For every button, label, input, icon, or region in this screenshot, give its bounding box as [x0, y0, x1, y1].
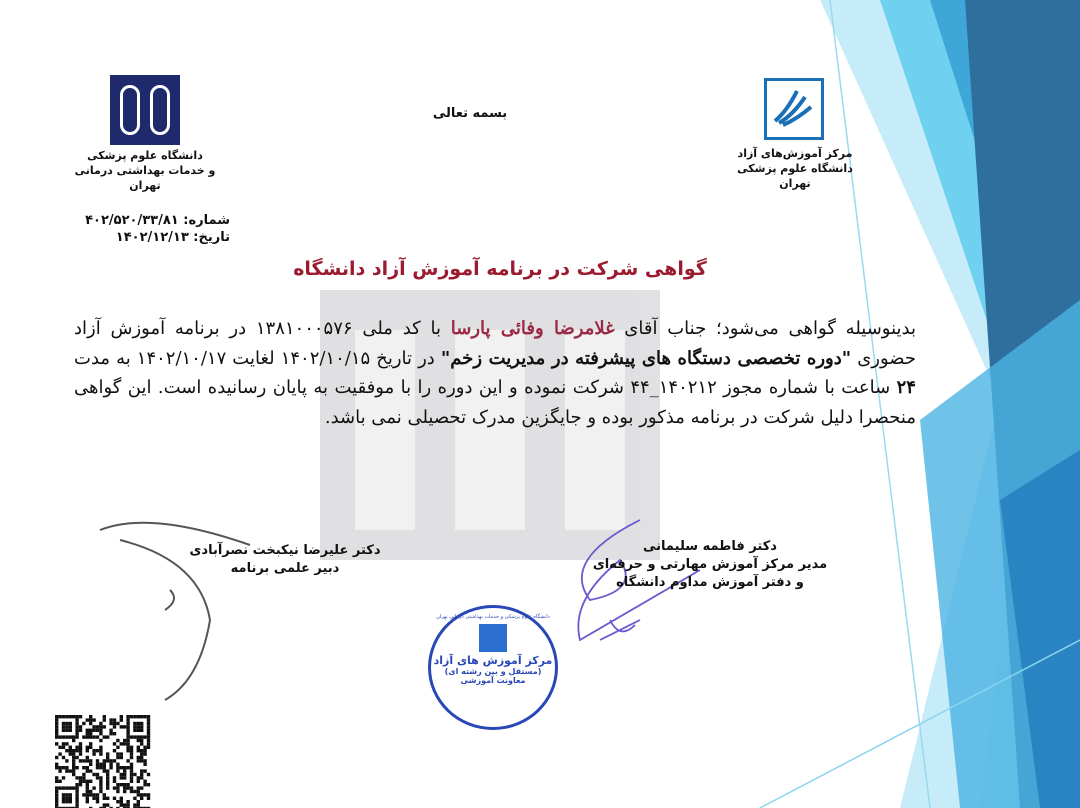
center-name-line2: دانشگاه علوم پزشکی تهران	[737, 162, 853, 190]
document-date: تاریخ: ۱۴۰۲/۱۲/۱۳	[115, 230, 230, 245]
signer-name: دکتر فاطمه سلیمانی	[643, 539, 777, 554]
signature-block-left	[170, 542, 400, 578]
signer-role: دبیر علمی برنامه	[230, 561, 340, 576]
signature-block-right	[580, 538, 840, 592]
university-name-line2: و خدمات بهداشتی درمانی تهران	[74, 164, 216, 192]
signer-name: دکتر علیرضا نیکبخت نصرآبادی	[189, 543, 381, 558]
signer-role: مدیر مرکز آموزش مهارتی و حرفه‌ای	[592, 557, 828, 572]
center-name-line1: مرکز آموزش‌های آزاد	[737, 147, 853, 160]
course-hours: ۲۴	[896, 377, 916, 398]
document-number: شماره: ۴۰۲/۵۲۰/۳۳/۸۱	[85, 213, 230, 228]
document-meta	[70, 212, 230, 246]
stamp-logo	[479, 624, 507, 652]
university-name	[60, 148, 230, 193]
center-name	[720, 146, 870, 191]
qr-code	[55, 715, 150, 808]
certificate-body: بدینوسیله گواهی می‌شود؛ جناب آقای غلامرضا وفائی پارسا با کد ملی ۱۳۸۱۰۰۰۵۷۶ در برنامه آموزش آزاد حضوری "دوره تخصصی دستگاه های پیشرفته در مدیریت زخم" در تاریخ ۱۴۰۲/۱۰/۱۵ لغایت ۱۴۰۲/۱۰/۱۷ به مدت ۲۴ ساعت با شماره مجوز ۱۴۰۲۱۲_۴۴ شرکت نموده و این دوره را با موفقیت به پایان رسانیده است. این گواهی منحصرا دلیل شرکت در برنامه مذکور بوده و جایگزین مدرک تحصیلی نمی باشد.	[74, 318, 917, 428]
bismillah: بسمه تعالی	[432, 106, 508, 121]
official-stamp: دانشگاه علوم پزشکی و خدمات بهداشتی درمانی تهران مرکز آموزش های آزاد (مستقل و بین رشته ای) معاونت آموزشی	[428, 605, 558, 730]
free-education-center-logo	[764, 78, 824, 140]
participant-name: غلامرضا وفائی پارسا	[450, 318, 615, 339]
course-name: "دوره تخصصی دستگاه های پیشرفته در مدیریت زخم"	[440, 347, 852, 369]
university-logo	[110, 75, 180, 145]
certificate-title: گواهی شرکت در برنامه آموزش آزاد دانشگاه	[293, 258, 707, 280]
university-name-line1: دانشگاه علوم پزشکی	[87, 149, 203, 162]
signer-role-2: و دفتر آموزش مداوم دانشگاه	[616, 575, 804, 590]
